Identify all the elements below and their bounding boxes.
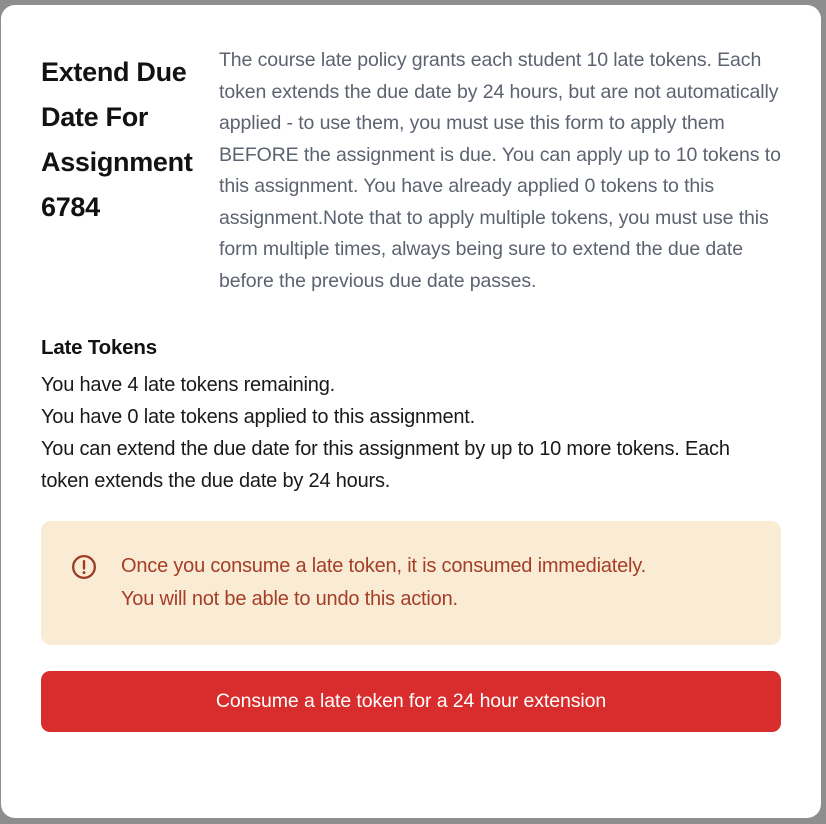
extend-due-date-dialog <box>1 5 821 818</box>
warning-message <box>121 550 646 616</box>
late-tokens-heading: Late Tokens <box>41 336 157 359</box>
dialog-title: Extend Due Date For Assignment 6784 <box>41 57 193 222</box>
late-policy-description: The course late policy grants each student 10 late tokens. Each token extends the due date by 24 hours, but are not automatically applied - to use them, you must use this form to apply them BEFORE the assignment is due. You can apply up to 10 tokens to this assignment. You have already applied 0 tokens to this assignment.Note that to apply multiple tokens, you must use this form multiple times, always being sure to extend the due date before the previous due date passes. <box>219 49 781 292</box>
warning-message-line-2: You will not be able to undo this action. <box>121 588 458 610</box>
tokens-remaining-text: You have 4 late tokens remaining. <box>41 374 335 396</box>
late-tokens-section <box>41 335 781 497</box>
tokens-applied-text: You have 0 late tokens applied to this assignment. <box>41 406 476 428</box>
warning-banner <box>41 521 781 645</box>
alert-circle-icon <box>71 554 97 580</box>
dialog-header-section <box>41 45 781 297</box>
extension-limit-text: You can extend the due date for this assignment by up to 10 more tokens. Each token extends the due date by 24 hours. <box>41 438 730 492</box>
warning-message-line-1: Once you consume a late token, it is consumed immediately. <box>121 555 646 577</box>
consume-token-button[interactable]: Consume a late token for a 24 hour extension <box>41 671 781 732</box>
